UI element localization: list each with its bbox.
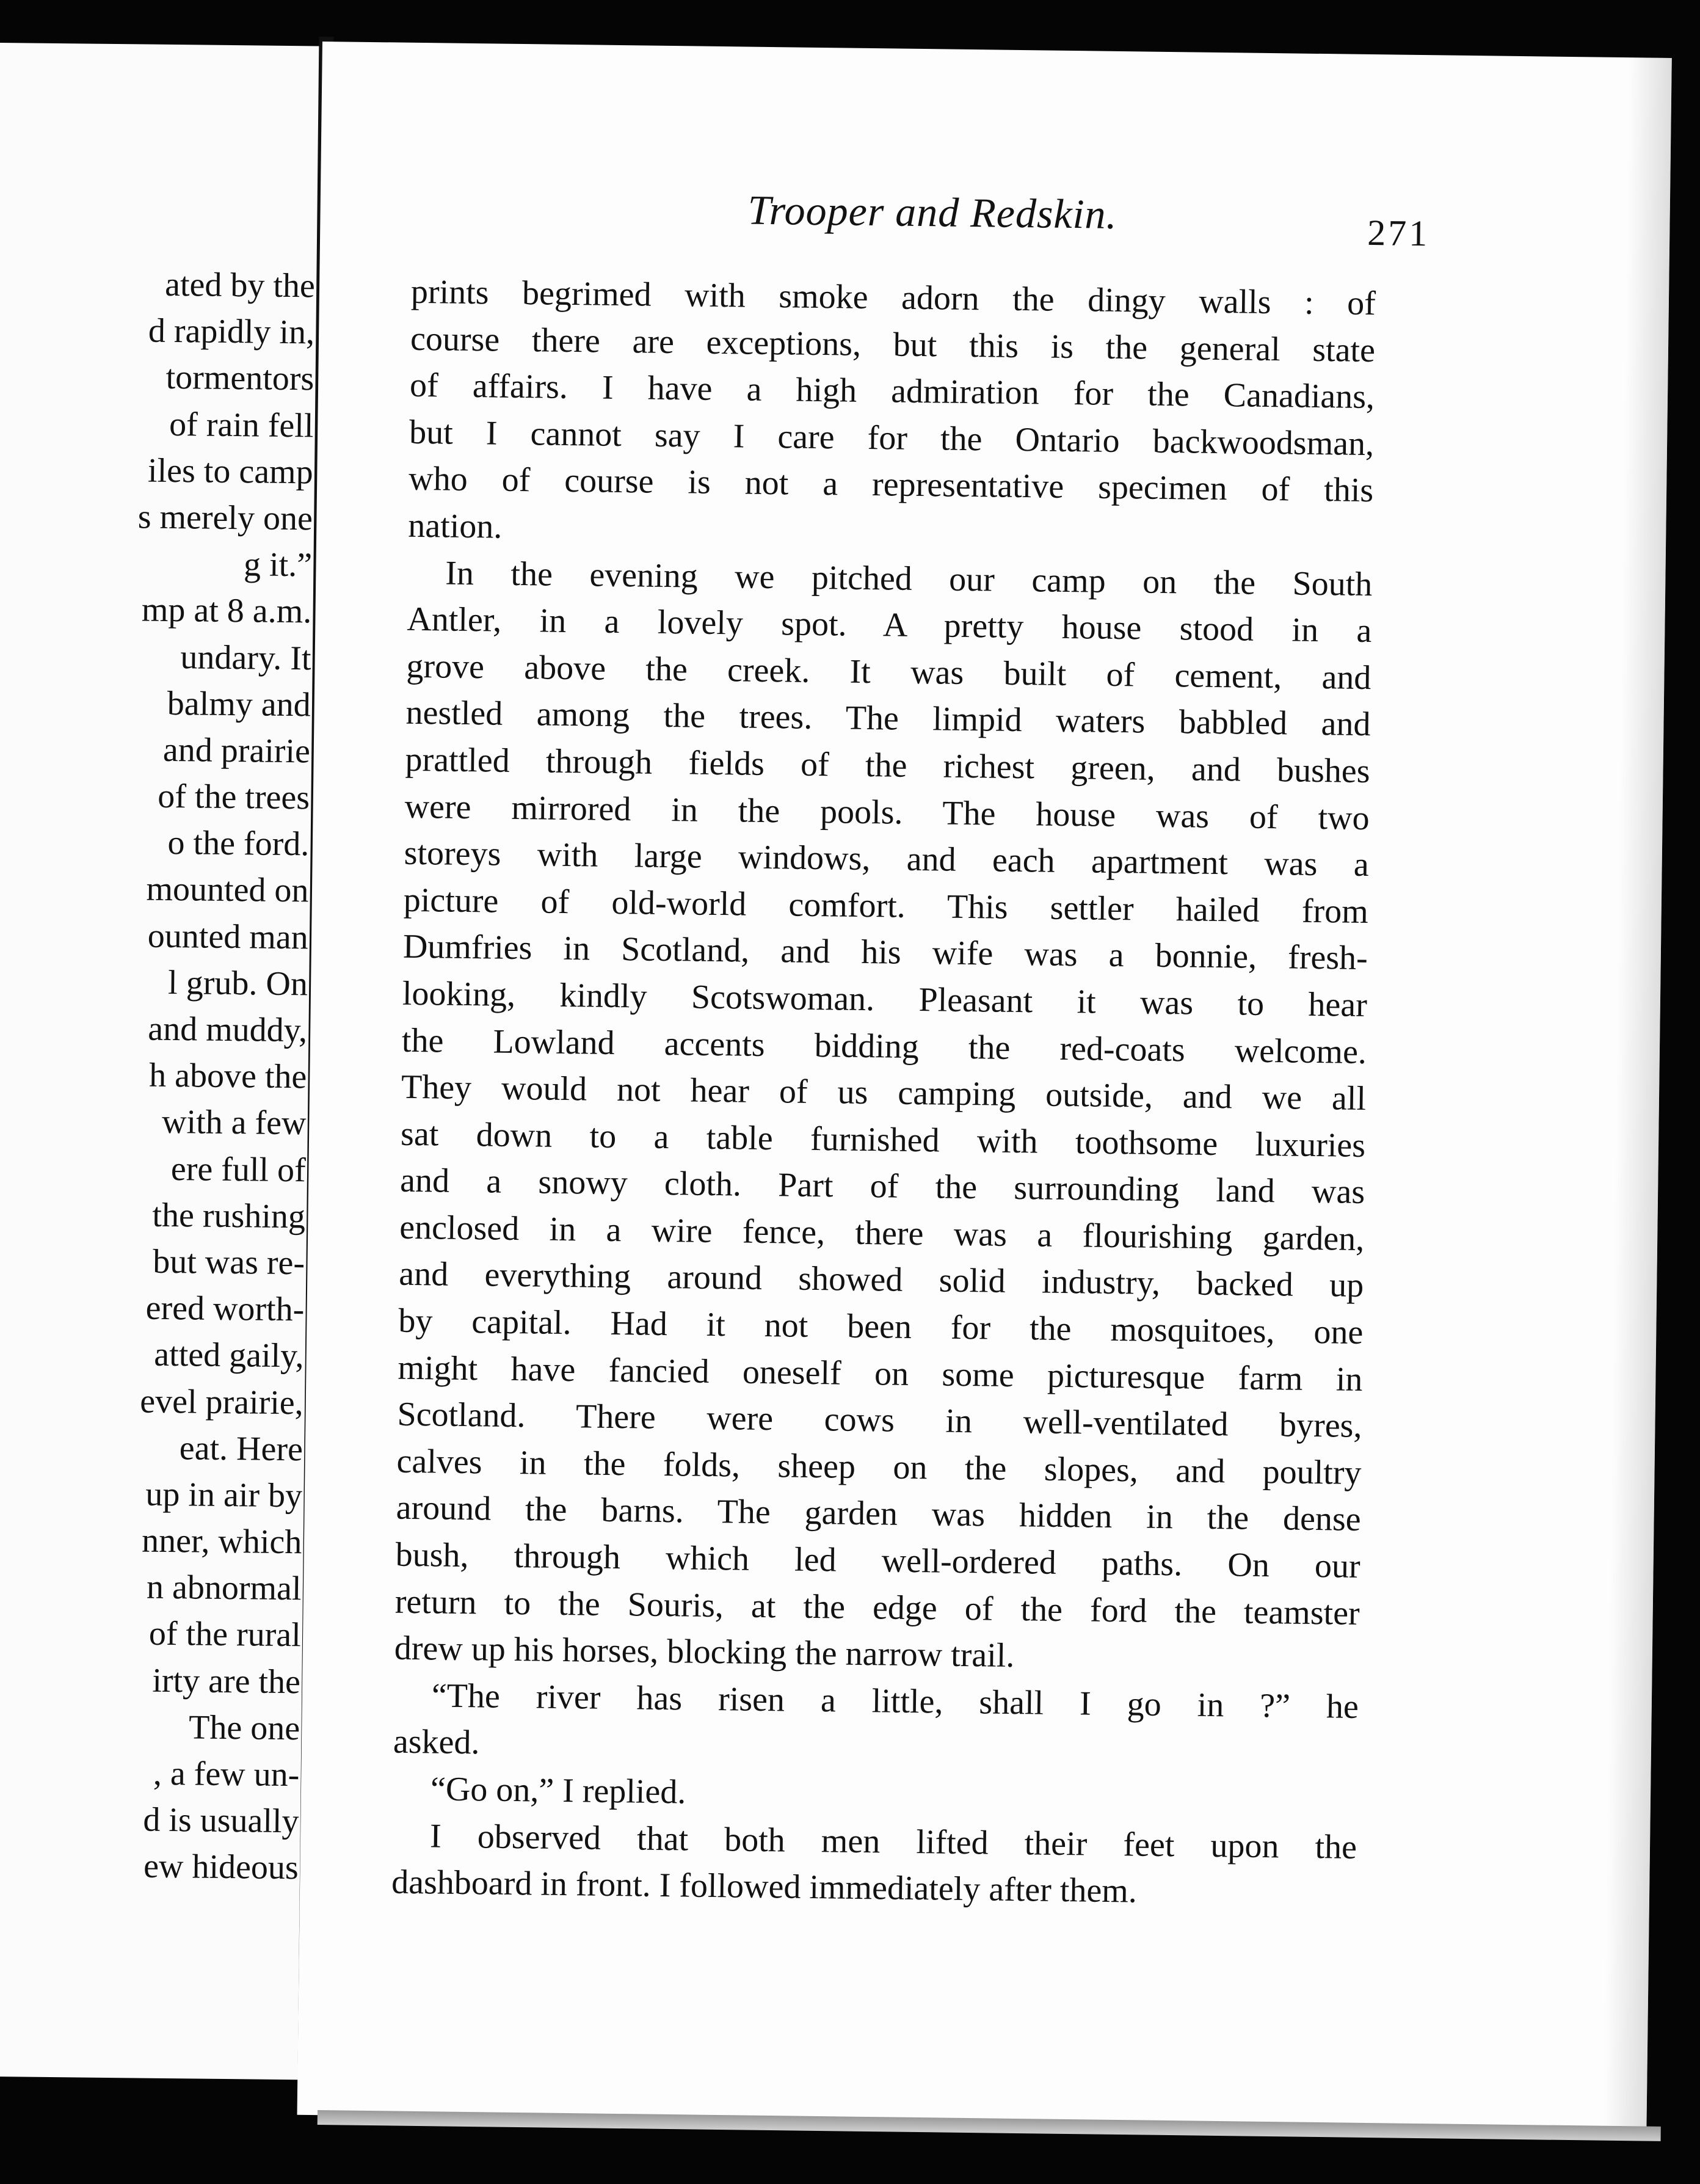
body-text-line: nestled among the trees. The limpid waters babbled and (405, 694, 1371, 744)
body-text-line: storeys with large windows, and each apartment was a (404, 834, 1370, 884)
body-text-line: dashboard in front. I followed immediately after them. (391, 1863, 1138, 1910)
left-text-line: d rapidly in, (148, 311, 315, 352)
body-text-line: “The river has risen a little, shall I go in ?” he (431, 1676, 1359, 1726)
left-text-line: the rushing (152, 1196, 306, 1236)
left-text-line: ere full of (170, 1149, 307, 1189)
left-text-line: balmy and (167, 684, 311, 724)
body-text-line: sat down to a table furnished with toothsome luxuries (400, 1115, 1366, 1165)
body-text-line: Dumfries in Scotland, and his wife was a bonnie, fresh- (402, 928, 1368, 978)
body-text-line: bush, through which led well-ordered paths. On our (395, 1535, 1361, 1585)
left-text-line: nner, which (141, 1521, 302, 1562)
body-text-line: course there are exceptions, but this is the general state (410, 319, 1376, 369)
body-text-line: and a snowy cloth. Part of the surrounding land was (399, 1161, 1365, 1212)
left-text-line: ered worth- (145, 1289, 305, 1329)
body-text-line: In the evening we pitched our camp on the South (445, 554, 1373, 603)
left-text-line: tormentors (165, 359, 314, 398)
body-text-line: I observed that both men lifted their feet upon the (429, 1816, 1357, 1866)
body-text-line: Scotland. There were cows in well-ventilated byres, (397, 1395, 1362, 1446)
left-page-fragment (0, 43, 342, 2080)
left-text-line: iles to camp (147, 451, 313, 492)
body-text-line: by capital. Had it not been for the mosquitoes, one (398, 1301, 1364, 1352)
body-text-line: prattled through fields of the richest green, and bushes (405, 740, 1370, 790)
left-text-line: s merely one (137, 498, 313, 538)
page-number: 271 (1367, 212, 1430, 254)
left-text-line: , a few un- (153, 1754, 300, 1794)
running-head: Trooper and Redskin. (747, 186, 1118, 238)
body-text-line: of affairs. I have a high admiration for the Canadians, (409, 366, 1375, 417)
body-text-line: They would not hear of us camping outside, and we all (401, 1068, 1367, 1118)
left-text-line: The one (188, 1708, 300, 1748)
body-text-line: return to the Souris, at the edge of the ford the teamster (394, 1582, 1360, 1633)
body-text-line: “Go on,” I replied. (430, 1770, 686, 1811)
left-text-line: undary. It (180, 638, 311, 677)
left-text-line: g it.” (243, 545, 313, 584)
left-text-line: d is usually (143, 1800, 299, 1841)
body-text (391, 269, 1376, 1918)
left-text-line: ated by the (164, 265, 316, 305)
left-text-line: but was re- (152, 1242, 305, 1283)
body-text-line: picture of old-world comfort. This settler hailed from (403, 881, 1369, 931)
body-text-line: prints begrimed with smoke adorn the dingy walls : of (410, 272, 1376, 323)
body-text-line: enclosed in a wire fence, there was a flourishing garden, (399, 1208, 1365, 1258)
page-edge-shadow (1604, 57, 1671, 2131)
right-page (297, 42, 1672, 2131)
left-text-line: h above the (148, 1056, 307, 1096)
body-text-line: looking, kindly Scotswoman. Pleasant it was to hear (402, 974, 1368, 1024)
body-text-line: calves in the folds, sheep on the slopes, and poultry (396, 1442, 1362, 1492)
left-text-line: ew hideous (143, 1847, 299, 1887)
left-text-line: irty are the (152, 1661, 301, 1701)
body-text-line: and everything around showed solid industry, backed up (398, 1255, 1364, 1305)
body-text-line: who of course is not a representative specimen of this (408, 460, 1374, 510)
left-text-line: and muddy, (147, 1010, 308, 1050)
body-text-line: grove above the creek. It was built of cement, and (406, 647, 1371, 697)
left-text-line: of the trees (157, 777, 310, 817)
body-text-line: asked. (393, 1723, 480, 1762)
left-text-line: and prairie (162, 730, 311, 771)
left-text-line: ounted man (147, 917, 309, 956)
left-text-line: eat. Here (179, 1429, 303, 1469)
left-text-line: mp at 8 a.m. (141, 591, 312, 631)
body-text-line: Antler, in a lovely spot. A pretty house stood in a (407, 600, 1372, 650)
left-page-text (0, 260, 315, 1891)
body-text-line: drew up his horses, blocking the narrow trail. (394, 1629, 1015, 1675)
body-text-line: the Lowland accents bidding the red-coats welcome. (401, 1021, 1367, 1071)
left-text-line: atted gaily, (154, 1336, 304, 1375)
body-text-line: but I cannot say I care for the Ontario backwoodsman, (409, 413, 1375, 463)
left-text-line: of the rural (148, 1615, 302, 1654)
left-text-line: l grub. On (167, 963, 308, 1003)
left-text-line: of rain fell (169, 405, 314, 445)
left-text-line: up in air by (145, 1475, 303, 1515)
body-text-line: might have fancied oneself on some picturesque farm in (398, 1349, 1363, 1399)
left-text-line: mounted on (146, 870, 309, 910)
body-text-line: nation. (407, 506, 503, 546)
left-text-line: with a few (161, 1103, 307, 1143)
left-text-line: evel prairie, (139, 1382, 304, 1422)
body-text-line: were mirrored in the pools. The house was of two (404, 787, 1370, 837)
left-text-line: o the ford. (167, 824, 310, 864)
left-text-line: n abnormal (146, 1568, 302, 1608)
body-text-line: around the barns. The garden was hidden in the dense (396, 1489, 1361, 1539)
